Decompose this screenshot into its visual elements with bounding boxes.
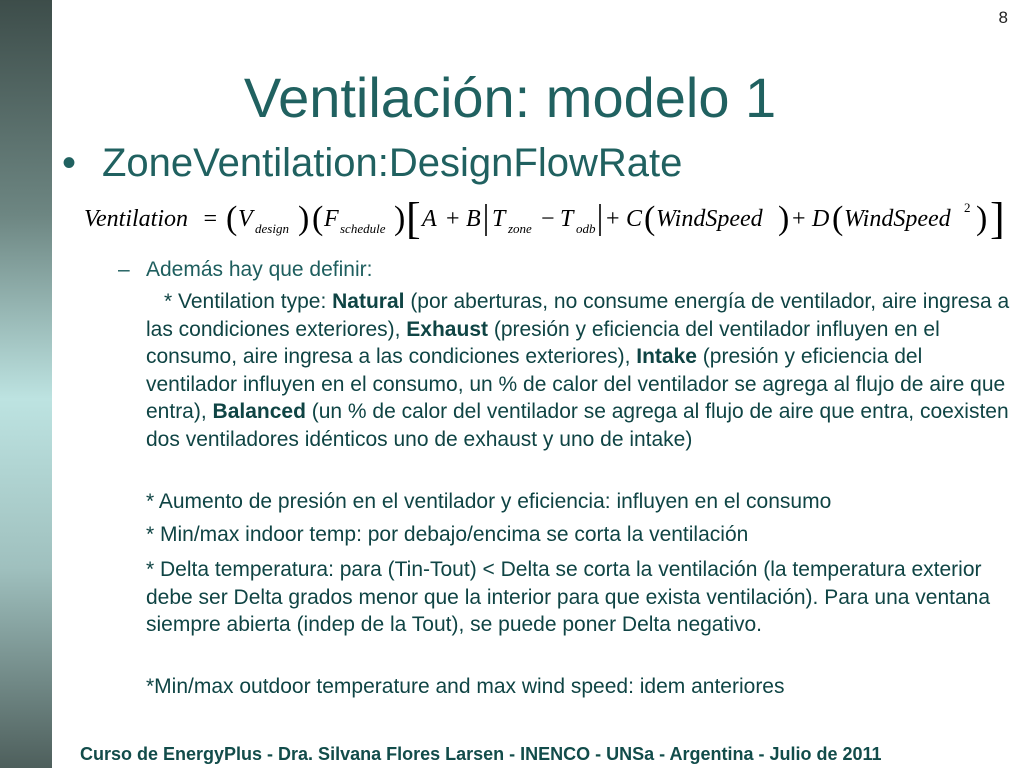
svg-text:): ) [394,200,406,237]
svg-text:+: + [446,206,460,232]
svg-text:=: = [202,206,219,232]
formula-t-odb: T [560,206,574,232]
sub-heading [118,256,372,284]
term-intake: Intake [636,345,697,368]
svg-text:(: ( [312,200,324,237]
svg-text:[: [ [406,196,421,243]
bullet-text: ZoneVentilation:DesignFlowRate [102,141,683,185]
outdoor-temp-paragraph: *Min/max outdoor temperature and max wind speed: idem anteriores [146,675,785,698]
formula-v: V [238,206,253,232]
term-exhaust: Exhaust [406,317,488,341]
ventilation-formula [84,196,1008,246]
formula-d: D [812,206,830,232]
formula-a: A [422,206,437,232]
para1-text-1: * Ventilation type: [164,290,333,313]
ventilation-type-paragraph [146,288,1016,453]
indoor-temp-paragraph: * Min/max indoor temp: por debajo/encima se corta la ventilación [146,523,749,546]
formula-f-sub: schedule [340,221,386,236]
svg-text:(: ( [226,200,238,237]
footer-text: Curso de EnergyPlus - Dra. Silvana Flores Larsen - INENCO - UNSa - Argentina - Julio de 2011 [80,744,882,764]
bullet-item [62,140,682,186]
formula-b: B [466,206,481,232]
svg-text:): ) [298,200,310,237]
svg-text:): ) [778,200,790,237]
svg-text:+: + [792,206,806,232]
svg-text:]: ] [990,196,1005,243]
delta-temp-paragraph: * Delta temperatura: para (Tin-Tout) < Delta se corta la ventilación (la temperatura exterior debe ser Delta grados menor que la interior para que exista ventilación). Para una ventana siempre abierta (indep de la Tout), se puede poner Delta negativo. [146,558,991,636]
formula-v-sub: design [255,221,289,236]
svg-text:): ) [976,200,988,237]
svg-text:−: − [541,206,555,232]
formula-windspeed-1: WindSpeed [656,206,763,232]
para1-text-5: (un % de calor del ventilador se agrega al flujo de aire que entra, coexisten dos ventiladores idénticos uno de exhaust y uno de intake) [146,400,1009,451]
pressure-paragraph: * Aumento de presión en el ventilador y eficiencia: influyen en el consumo [146,490,832,513]
svg-text:(: ( [832,200,844,237]
term-natural: Natural [332,290,405,313]
sub-heading-text: Además hay que definir: [146,258,373,281]
formula-lhs: Ventilation [84,206,188,232]
formula-t-odb-sub: odb [576,221,596,236]
para1-text-4: (presión y eficiencia del ventilador influyen en el consumo, un % de calor del ventilador se agrega al flujo de aire que entra), [146,345,1006,423]
formula-f: F [324,206,339,232]
term-balanced: Balanced [212,400,306,423]
formula-c: C [626,206,643,232]
para1-text-3: (presión y eficiencia del ventilador influyen en el consumo, aire ingresa a las condiciones exteriores), [146,317,940,368]
dash-icon: – [118,258,130,281]
formula-windspeed-2: WindSpeed [844,206,951,232]
svg-text:+: + [606,206,620,232]
slide-title: Ventilación: modelo 1 [243,66,777,129]
page-number: 8 [998,8,1008,27]
svg-text:(: ( [644,200,656,237]
bullet-dot-icon: • [62,141,77,185]
para1-text-2: (por aberturas, no consume energía de ventilador, aire ingresa a las condiciones exteriores), [146,290,1010,341]
formula-t-zone: T [492,206,506,232]
formula-exponent: 2 [964,200,971,215]
decorative-side-bar [0,0,52,768]
formula-t-zone-sub: zone [508,221,532,236]
